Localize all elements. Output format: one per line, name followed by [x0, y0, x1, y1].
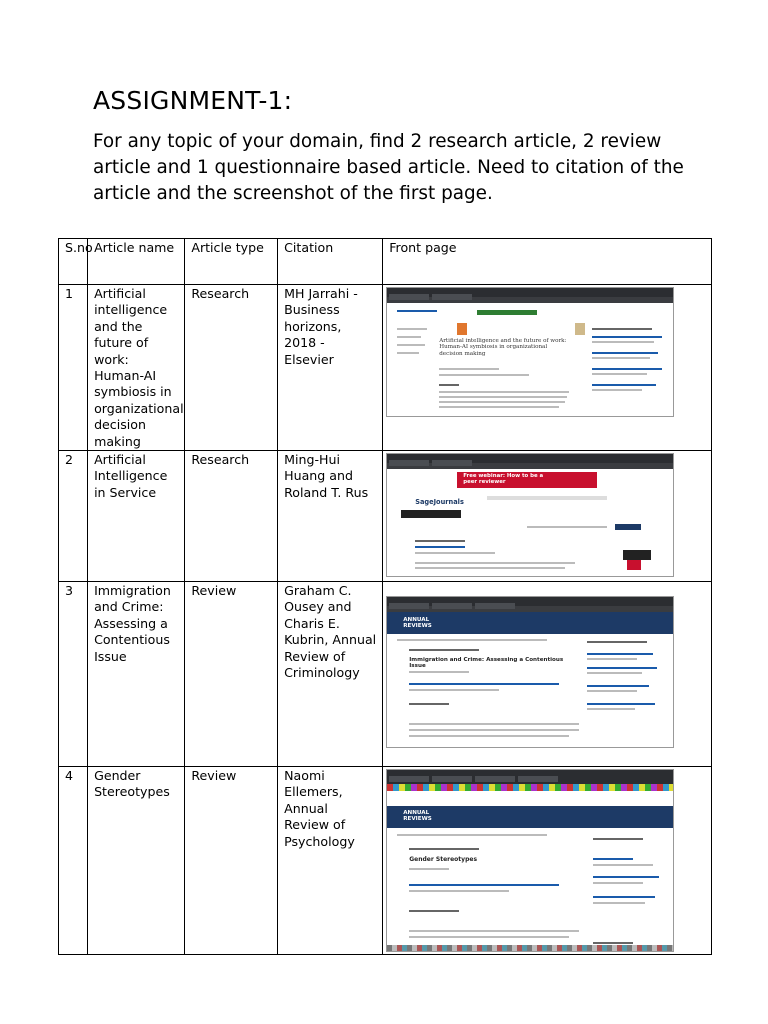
- row-citation: Graham C. Ousey and Charis E. Kubrin, Annual Review of Criminology: [278, 582, 383, 767]
- row-article-type: Research: [185, 451, 278, 582]
- row-article-name: Gender Stereotypes: [88, 767, 185, 955]
- row-front-page: [383, 451, 712, 582]
- assignment-instructions: For any topic of your domain, find 2 research article, 2 review article and 1 questionnaire based article. Need to citation of the article and the screenshot of the first page.: [93, 131, 684, 204]
- table-row: [59, 451, 712, 582]
- screenshot-banner: Free webinar: How to be a peer reviewer: [463, 473, 544, 486]
- header-front-page: Front page: [383, 239, 712, 285]
- row-sno: 3: [59, 582, 88, 767]
- row-article-name: Artificial Intelligence in Service: [88, 451, 185, 582]
- row-sno: 2: [59, 451, 88, 582]
- header-citation: Citation: [278, 239, 383, 285]
- row-front-page: [383, 582, 712, 767]
- row-article-type: Review: [185, 767, 278, 955]
- screenshot-heading: Artificial intelligence and the future of work: Human-AI symbiosis in organizational decision making: [439, 338, 567, 357]
- screenshot-brand: ANNUAL REVIEWS: [403, 810, 432, 823]
- header-sno: S.no: [59, 239, 88, 285]
- table-row: [59, 582, 712, 767]
- table-row: [59, 285, 712, 451]
- screenshot-heading: Immigration and Crime: Assessing a Contentious Issue: [409, 657, 564, 670]
- row-front-page: [383, 285, 712, 451]
- row-citation: MH Jarrahi - Business horizons, 2018 - Elsevier: [278, 285, 383, 451]
- row-article-type: Review: [185, 582, 278, 767]
- table-header-row: [59, 239, 712, 285]
- row-article-type: Research: [185, 285, 278, 451]
- front-page-screenshot: [386, 453, 674, 577]
- screenshot-brand: SageJournals: [415, 498, 464, 507]
- screenshot-heading: Gender Stereotypes: [409, 856, 478, 864]
- articles-table: [58, 238, 712, 955]
- header-article-type: Article type: [185, 239, 278, 285]
- row-sno: 4: [59, 767, 88, 955]
- row-citation: Ming-Hui Huang and Roland T. Rus: [278, 451, 383, 582]
- row-article-name: Immigration and Crime: Assessing a Contentious Issue: [88, 582, 185, 767]
- row-citation: Naomi Ellemers, Annual Review of Psychology: [278, 767, 383, 955]
- front-page-screenshot: [386, 769, 674, 952]
- screenshot-brand: ANNUAL REVIEWS: [403, 617, 432, 630]
- header-article-name: Article name: [88, 239, 185, 285]
- front-page-screenshot: [386, 596, 674, 748]
- front-page-screenshot: [386, 287, 674, 417]
- row-front-page: [383, 767, 712, 955]
- document-title: ASSIGNMENT-1:: [93, 86, 293, 115]
- row-article-name: Artificial intelligence and the future of work: Human-AI symbiosis in organizational decision making: [88, 285, 185, 451]
- table-row: [59, 767, 712, 955]
- row-sno: 1: [59, 285, 88, 451]
